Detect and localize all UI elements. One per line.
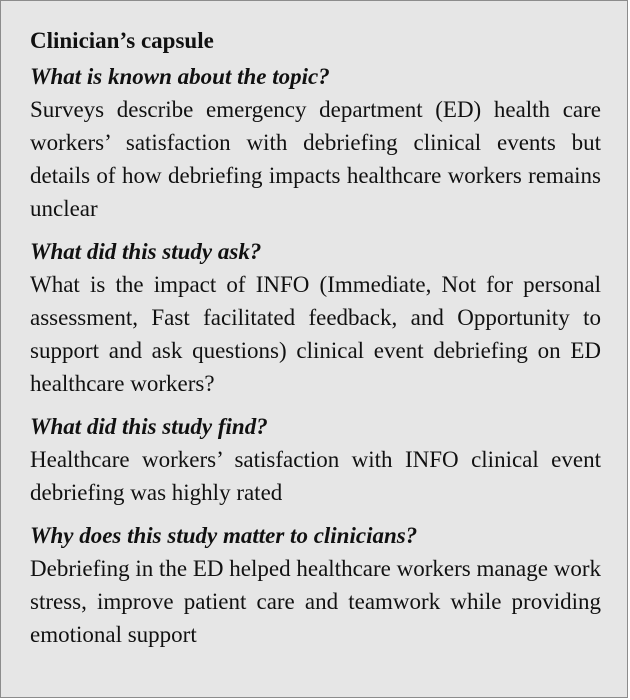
section-body: Debriefing in the ED helped healthcare workers manage work stress, improve patient care and teamwork while providing emotional support <box>30 556 601 647</box>
section-heading: What did this study find? <box>30 414 268 439</box>
capsule-title: Clinician’s capsule <box>30 28 214 53</box>
section-study-ask <box>30 236 601 400</box>
section-body: Surveys describe emergency department (ED) health care workers’ satisfaction with debriefing clinical events but details of how debriefing impacts healthcare workers remains unclear <box>30 97 601 221</box>
section-study-find <box>30 411 601 509</box>
section-heading: What did this study ask? <box>30 239 262 264</box>
section-body: Healthcare workers’ satisfaction with INFO clinical event debriefing was highly rated <box>30 447 601 505</box>
section-heading: What is known about the topic? <box>30 64 330 89</box>
section-why-matter <box>30 520 601 651</box>
section-heading: Why does this study matter to clinicians? <box>30 523 418 548</box>
section-body: What is the impact of INFO (Immediate, Not for personal assessment, Fast facilitated feedback, and Opportunity to support and ask questions) clinical event debriefing on ED healthcare workers? <box>30 272 601 396</box>
section-known-about-topic <box>30 61 601 225</box>
